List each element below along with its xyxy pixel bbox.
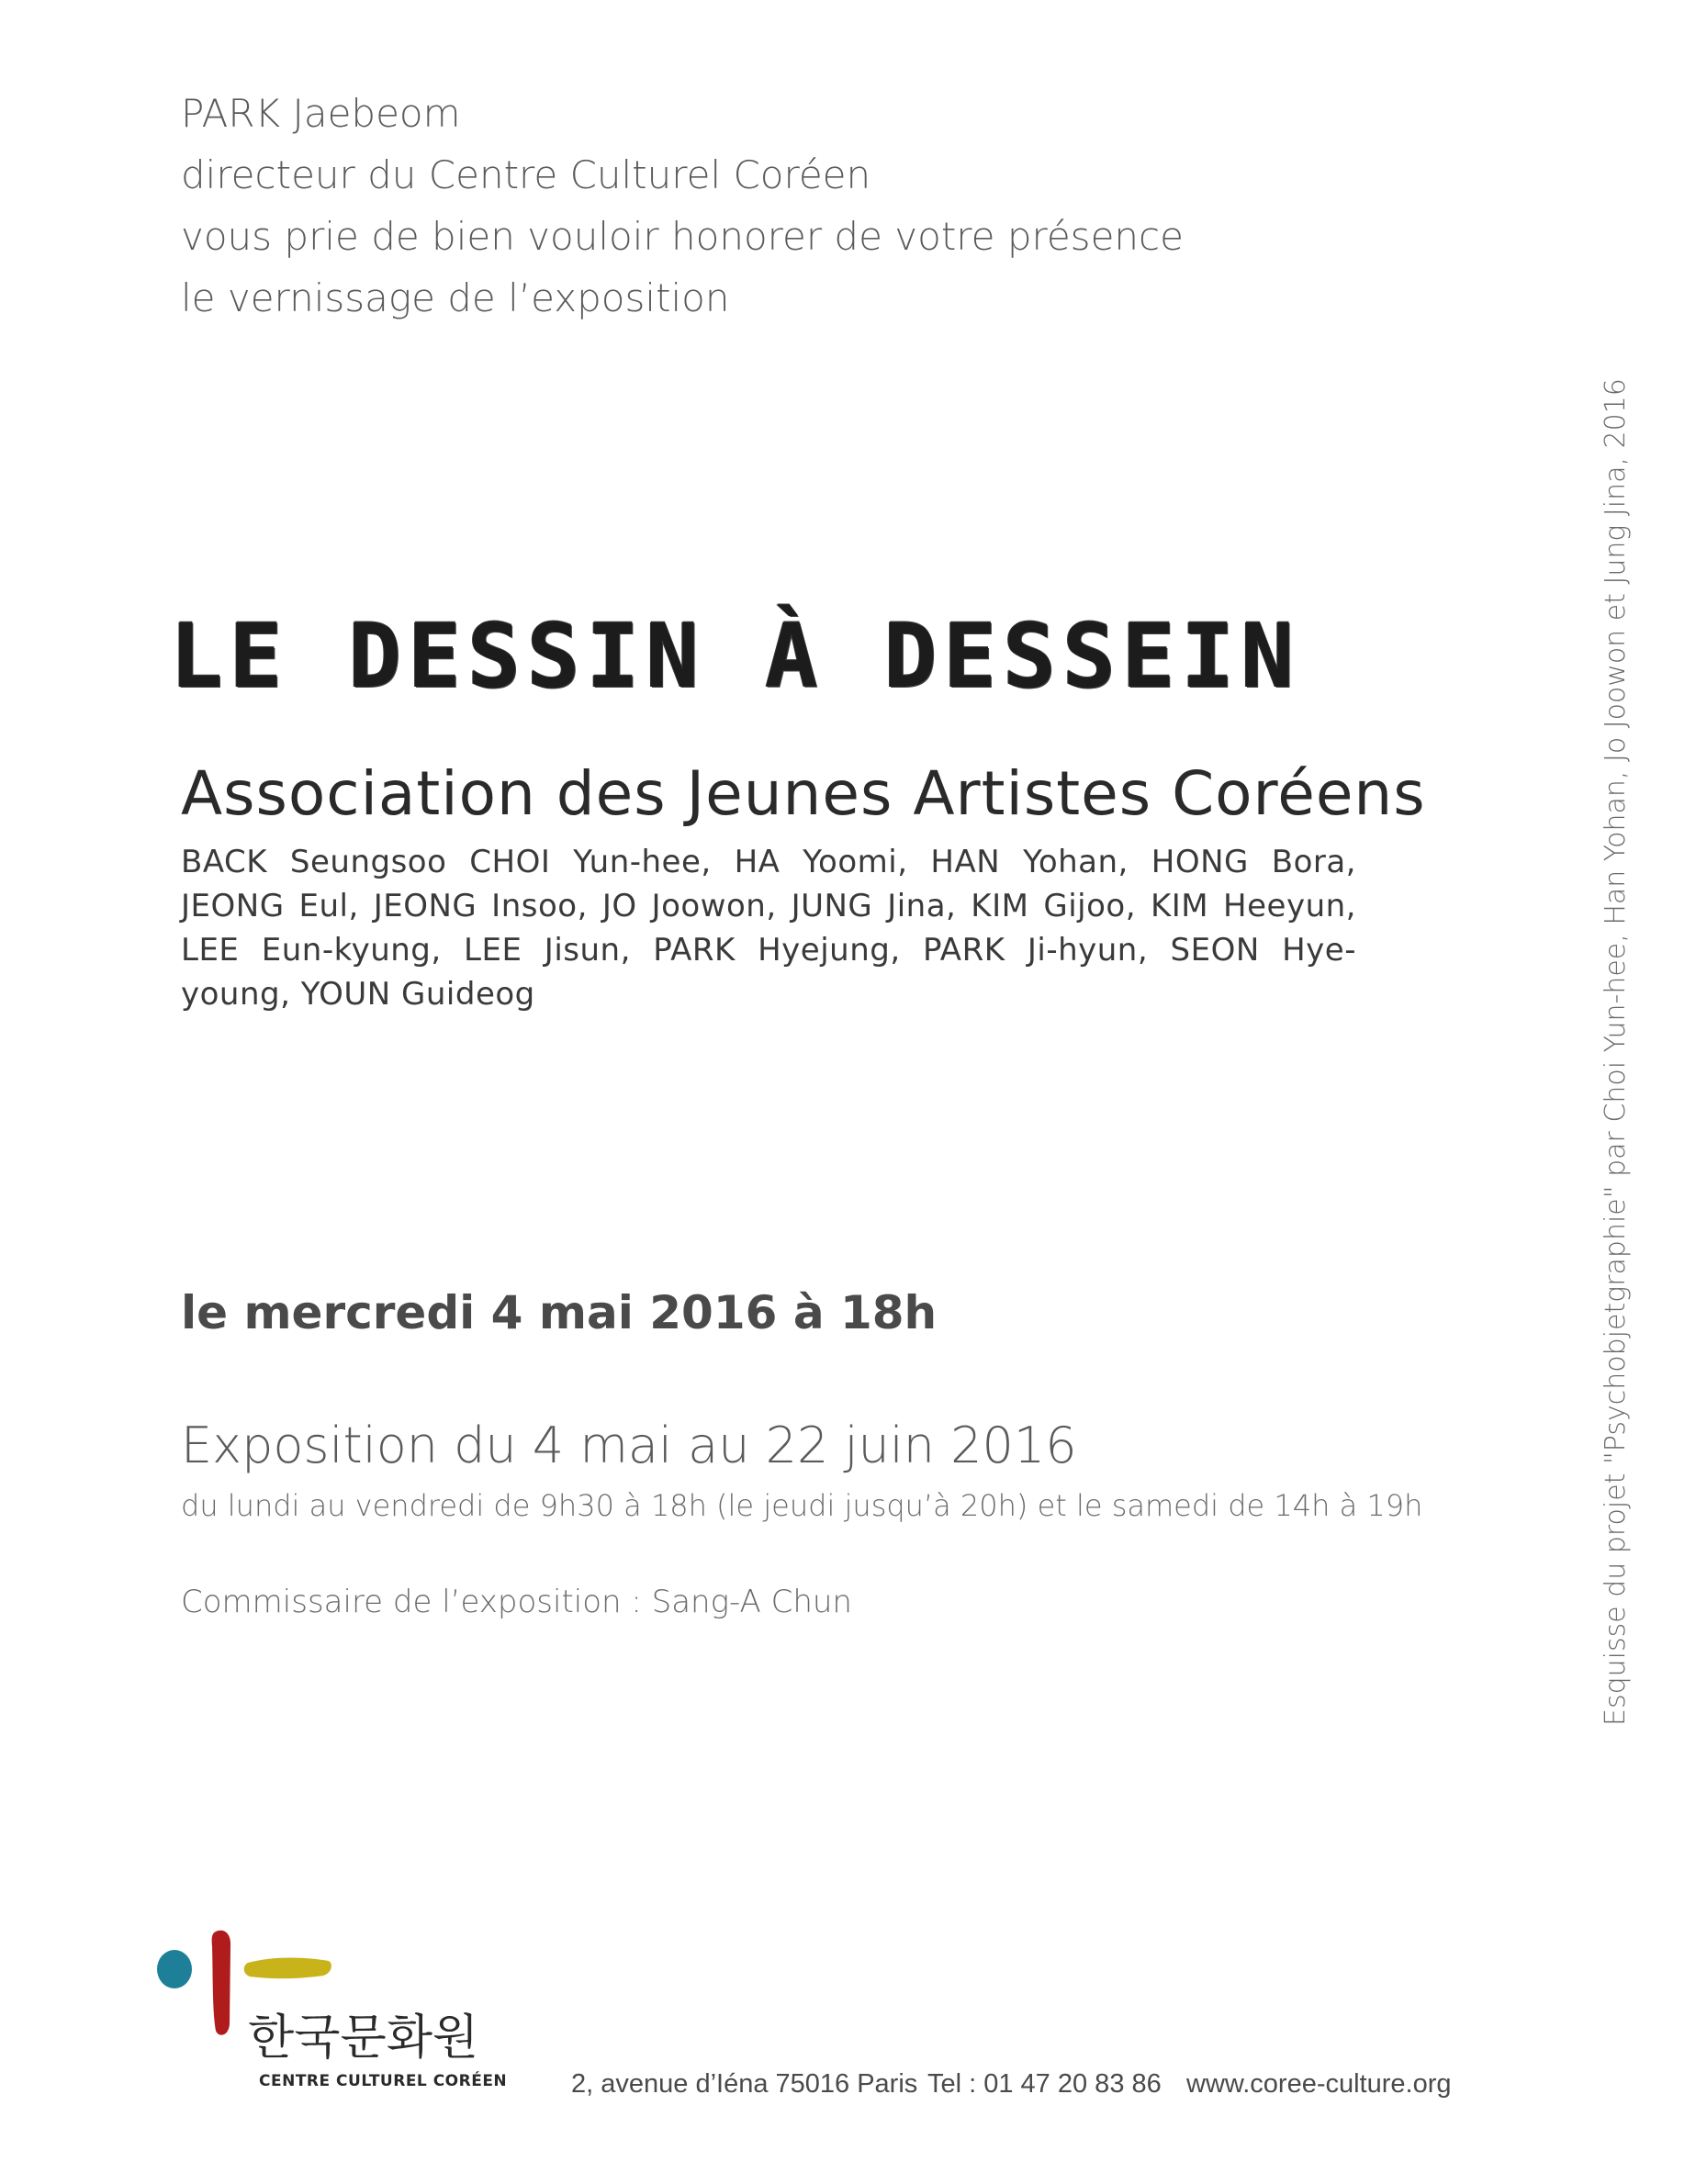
- exhibition-title: LE DESSIN À DESSEIN: [170, 605, 1301, 708]
- footer-website[interactable]: www.coree-culture.org: [1186, 2069, 1452, 2099]
- logo-yellow-stroke: [244, 1958, 331, 1979]
- invitation-text: vous prie de bien vouloir honorer de votre présence: [181, 214, 1184, 259]
- image-credit: Esquisse du projet "Psychobjetgraphie" par Choi Yun-hee, Han Yohan, Jo Joowon et Jung Jina, 2016: [1600, 378, 1632, 1726]
- host-title: directeur du Centre Culturel Coréen: [181, 152, 871, 197]
- centre-logo: [147, 1919, 508, 2102]
- curator: Commissaire de l’exposition : Sang-A Chun: [181, 1584, 852, 1620]
- logo-korean-name: 한국문화원: [248, 2010, 479, 2066]
- footer-address: 2, avenue d’Iéna 75016 Paris: [571, 2069, 918, 2099]
- logo-red-stroke: [212, 1931, 230, 2035]
- opening-hours: du lundi au vendredi de 9h30 à 18h (le jeudi jusqu’à 20h) et le samedi de 14h à 19h: [181, 1488, 1423, 1523]
- host-name: PARK Jaebeom: [181, 91, 461, 136]
- logo-blue-dot: [157, 1950, 192, 1988]
- invitation-intro: [181, 83, 1375, 329]
- footer-phone: Tel : 01 47 20 83 86: [927, 2069, 1162, 2099]
- artist-list: BACK Seungsoo CHOI Yun-hee, HA Yoomi, HAN Yohan, HONG Bora, JEONG Eul, JEONG Insoo, JO Joowon, JUNG Jina, KIM Gijoo, KIM Heeyun, LEE Eun-kyung, LEE Jisun, PARK Hyejung, PARK Ji-hyun, SEON Hye-young, YOUN Guideog: [181, 844, 1356, 1013]
- logo-french-name: CENTRE CULTUREL CORÉEN: [259, 2072, 508, 2090]
- exhibition-dates: Exposition du 4 mai au 22 juin 2016: [181, 1417, 1077, 1474]
- opening-date: le mercredi 4 mai 2016 à 18h: [181, 1286, 938, 1339]
- association-name: Association des Jeunes Artistes Coréens: [181, 758, 1426, 829]
- invitation-event: le vernissage de l’exposition: [181, 275, 730, 320]
